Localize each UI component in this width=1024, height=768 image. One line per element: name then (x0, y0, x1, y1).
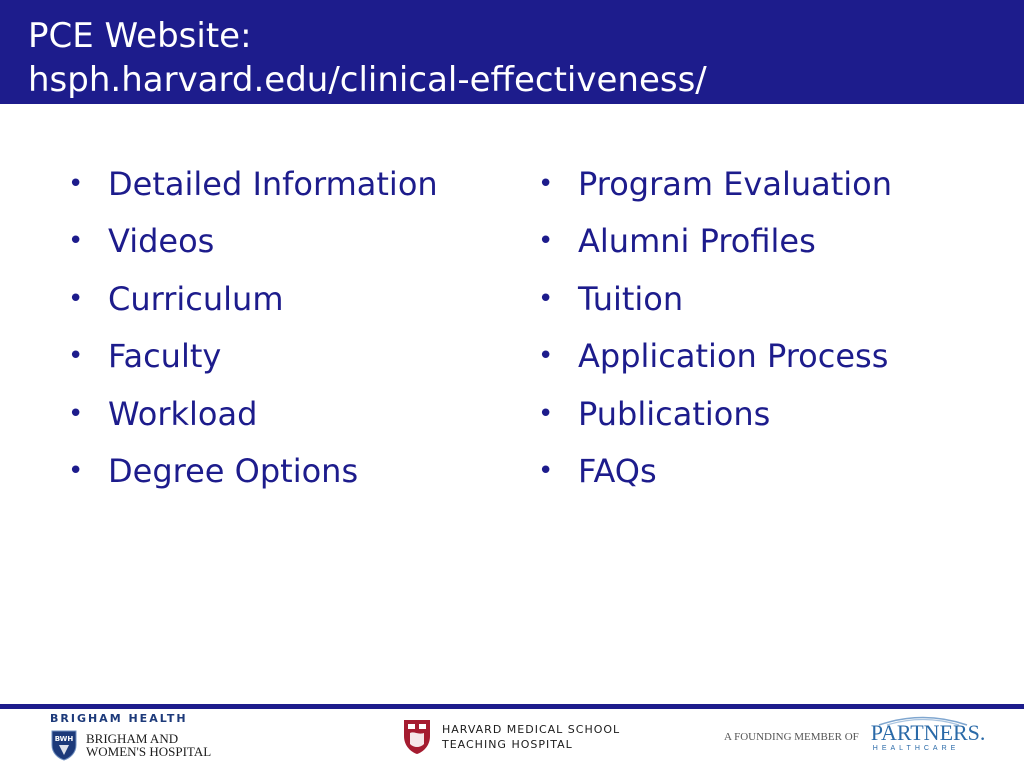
brigham-health-logo (50, 712, 211, 761)
partners-healthcare-logo (870, 712, 986, 756)
list-item (538, 275, 892, 332)
list-item (68, 447, 438, 504)
list-item (68, 332, 438, 389)
bullet-icon: • (68, 169, 84, 199)
title-line-1: PCE Website: (28, 16, 252, 56)
list-item-text: Detailed Information (108, 165, 438, 203)
list-item-text: Alumni Profiles (578, 222, 816, 261)
list-item (538, 160, 892, 217)
list-item (68, 217, 438, 274)
bullet-icon: • (538, 283, 554, 314)
list-item-text: Faculty (108, 337, 222, 376)
list-item-text: FAQs (578, 451, 657, 490)
bwh-shield-text: BWH (54, 735, 74, 743)
list-item-text: Program Evaluation (578, 165, 893, 203)
bullet-icon: • (68, 341, 84, 372)
footer-divider (0, 704, 1024, 709)
bullet-icon: • (68, 398, 84, 429)
list-item-text: Videos (108, 222, 215, 261)
bullet-icon: • (538, 226, 554, 257)
list-item-text: Application Process (578, 337, 889, 376)
bullet-icon: • (538, 398, 554, 429)
list-item (538, 447, 892, 504)
harvard-shield-icon (402, 718, 432, 756)
title-line-2: hsph.harvard.edu/clinical-effectiveness/ (28, 60, 707, 100)
list-item-text: Curriculum (108, 279, 284, 318)
slide-title (28, 14, 707, 102)
bullet-icon: • (68, 283, 84, 314)
list-item-text: Tuition (578, 279, 684, 318)
list-item (68, 390, 438, 447)
bullet-icon: • (538, 455, 554, 486)
right-bullet-list (538, 160, 892, 504)
harvard-medical-school-logo (402, 718, 620, 756)
bwh-shield-icon (50, 729, 78, 761)
list-item (538, 332, 892, 389)
bwh-name-line-2: WOMEN'S HOSPITAL (86, 744, 212, 759)
list-item-text: Workload (108, 394, 258, 433)
hms-text (442, 722, 620, 752)
hms-line-1: HARVARD MEDICAL SCHOOL (442, 723, 621, 736)
bullet-icon: • (68, 455, 84, 486)
partners-healthcare-block (724, 712, 986, 756)
partners-healthcare-sub: HEALTHCARE (872, 745, 960, 752)
brigham-health-tagline: BRIGHAM HEALTH (50, 712, 188, 725)
bullet-icon: • (68, 226, 84, 257)
hms-line-2: TEACHING HOSPITAL (442, 738, 573, 751)
title-bar (0, 0, 1024, 104)
list-item (538, 390, 892, 447)
list-item (68, 275, 438, 332)
bwh-name-line-1: BRIGHAM AND (86, 731, 179, 746)
founding-member-text: A FOUNDING MEMBER OF (724, 731, 859, 743)
bullet-icon: • (538, 169, 554, 199)
left-bullet-list (68, 160, 438, 504)
list-item (538, 217, 892, 274)
list-item-text: Degree Options (108, 451, 359, 490)
bwh-hospital-name (86, 732, 211, 758)
list-item (68, 160, 438, 217)
list-item-text: Publications (578, 394, 771, 433)
bullet-icon: • (538, 341, 554, 372)
partners-wordmark: PARTNERS. (870, 720, 986, 745)
